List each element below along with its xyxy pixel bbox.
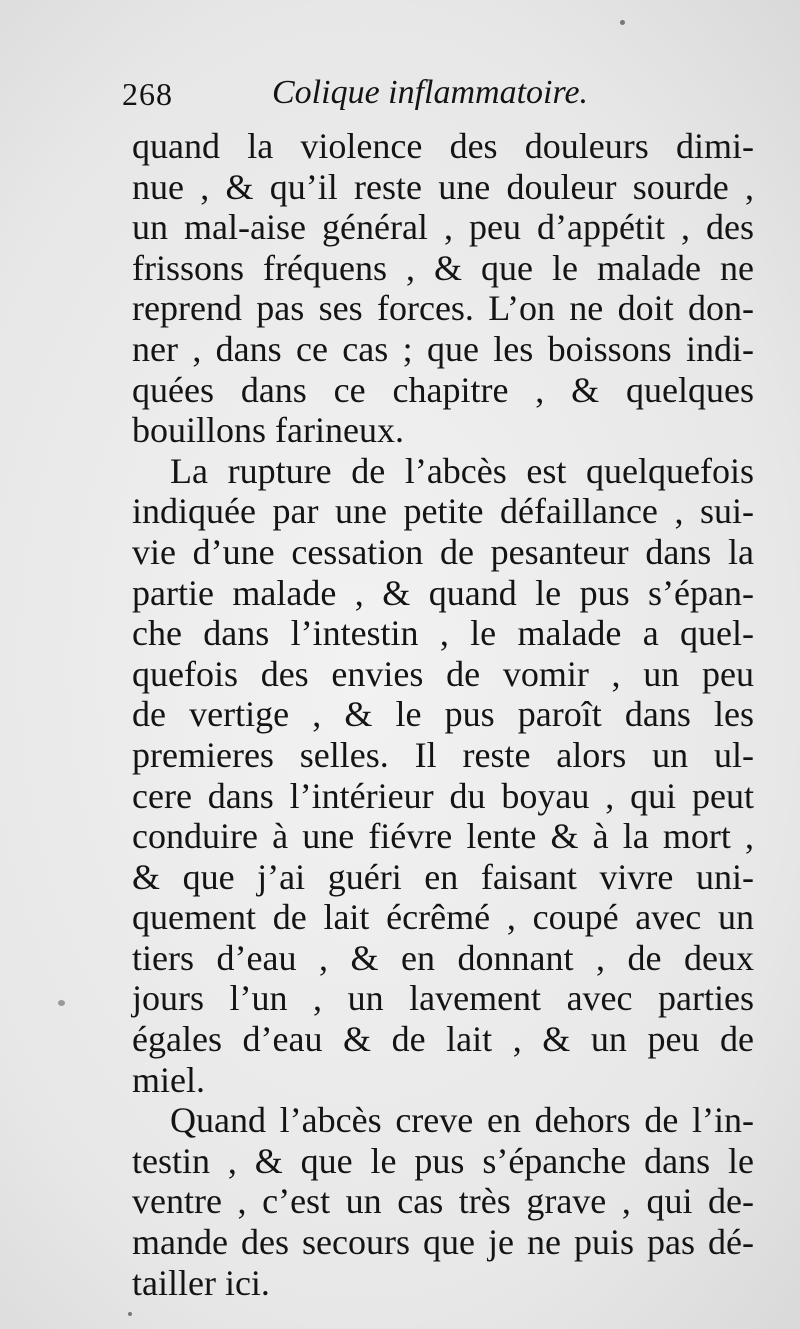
- text-line: quefois des envies de vomir , un peu: [132, 653, 754, 694]
- text-line: ner , dans ce cas ; que les boissons indi-: [132, 328, 754, 369]
- page-number: 268: [122, 76, 173, 112]
- text-line: tiers d’eau , & en donnant , de deux: [132, 937, 754, 978]
- page-header: [118, 72, 758, 120]
- text-line: indiquée par une petite défaillance , sui-: [132, 491, 754, 532]
- paper-speck: [128, 1312, 132, 1316]
- text-line: jours l’un , un lavement avec parties: [132, 978, 754, 1019]
- running-title: Colique inflammatoire.: [272, 74, 589, 111]
- text-line: vie d’une cessation de pesanteur dans la: [132, 531, 754, 572]
- text-line: partie malade , & quand le pus s’épan-: [132, 572, 754, 613]
- text-line: un mal-aise général , peu d’appétit , des: [132, 207, 754, 248]
- paper-speck: [58, 1000, 65, 1006]
- text-line: quement de lait écrêmé , coupé avec un: [132, 897, 754, 938]
- text-line: testin , & que le pus s’épanche dans le: [132, 1140, 754, 1181]
- text-line: égales d’eau & de lait , & un peu de: [132, 1019, 754, 1060]
- paragraph: [132, 451, 754, 1101]
- text-line: ventre , c’est un cas très grave , qui de-: [132, 1181, 754, 1222]
- text-line: La rupture de l’abcès est quelquefois: [170, 450, 754, 491]
- text-line: bouillons farineux.: [132, 410, 404, 451]
- text-line: cere dans l’intérieur du boyau , qui peut: [132, 775, 754, 816]
- text-line: & que j’ai guéri en faisant vivre uni-: [132, 856, 754, 897]
- paragraph: [132, 1100, 754, 1303]
- text-line: mande des secours que je ne puis pas dé-: [132, 1222, 754, 1263]
- text-line: premieres selles. Il reste alors un ul-: [132, 734, 754, 775]
- body-text: [132, 126, 754, 1303]
- paper-speck: [620, 20, 625, 25]
- text-line: Quand l’abcès creve en dehors de l’in-: [170, 1100, 754, 1141]
- text-line: reprend pas ses forces. L’on ne doit don-: [132, 288, 754, 329]
- text-line: conduire à une fiévre lente & à la mort ,: [132, 816, 754, 857]
- text-line: che dans l’intestin , le malade a quel-: [132, 613, 754, 654]
- text-line: tailler ici.: [132, 1262, 270, 1303]
- paragraph: [132, 126, 754, 451]
- text-line: quand la violence des douleurs dimi-: [132, 126, 754, 166]
- text-line: de vertige , & le pus paroît dans les: [132, 694, 754, 735]
- text-line: miel.: [132, 1059, 205, 1100]
- text-line: frissons fréquens , & que le malade ne: [132, 247, 754, 288]
- text-line: nue , & qu’il reste une douleur sourde ,: [132, 166, 754, 207]
- text-line: quées dans ce chapitre , & quelques: [132, 369, 754, 410]
